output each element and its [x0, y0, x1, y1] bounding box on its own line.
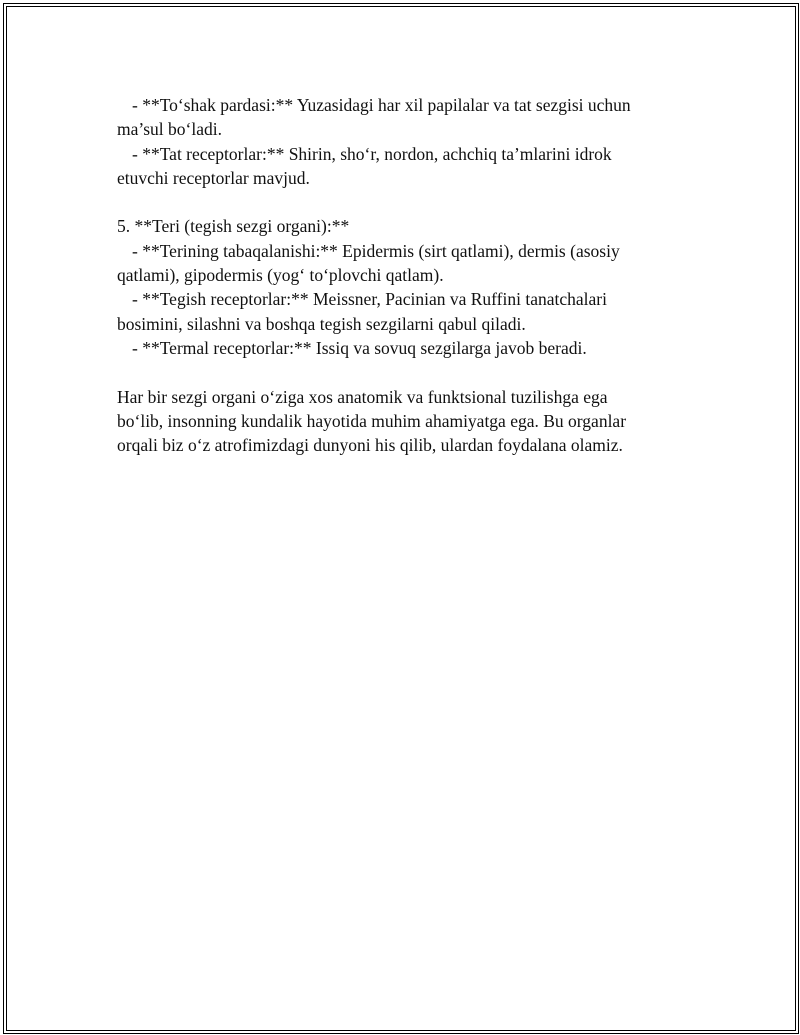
conclusion-line-3: orqali biz o‘z atrofimizdagi dunyoni his qilib, ulardan foydalana olamiz. [117, 435, 623, 456]
bullet-termal-receptorlar: - **Termal receptorlar:** Issiq va sovuq sezgilarga javob beradi. [132, 337, 587, 358]
bullet-tat-receptorlar: - **Tat receptorlar:** Shirin, sho‘r, nordon, achchiq ta’mlarini idrok [132, 143, 612, 164]
bullet-terining-tabaqalanishi: - **Terining tabaqalanishi:** Epidermis (sirt qatlami), dermis (asosiy [132, 240, 620, 261]
conclusion-line-1: Har bir sezgi organi o‘ziga xos anatomik va funktsional tuzilishga ega [117, 386, 608, 407]
section-heading-teri: 5. **Teri (tegish sezgi organi):** [117, 216, 350, 237]
paragraph-gap [117, 190, 677, 214]
bullet-tegish-receptorlar-cont: bosimini, silashni va boshqa tegish sezgilarni qabul qiladi. [117, 313, 526, 334]
bullet-tat-receptorlar-cont: etuvchi receptorlar mavjud. [117, 167, 310, 188]
document-body [117, 93, 677, 457]
conclusion-line-2: bo‘lib, insonning kundalik hayotida muhim ahamiyatga ega. Bu organlar [117, 410, 627, 431]
bullet-terining-tabaqalanishi-cont: qatlami), gipodermis (yog‘ to‘plovchi qatlam). [117, 265, 444, 286]
paragraph-gap [117, 360, 677, 384]
bullet-tegish-receptorlar: - **Tegish receptorlar:** Meissner, Pacinian va Ruffini tanatchalari [132, 289, 607, 310]
bullet-toshak-pardasi: - **To‘shak pardasi:** Yuzasidagi har xil papilalar va tat sezgisi uchun [132, 95, 631, 115]
bullet-toshak-pardasi-cont: ma’sul bo‘ladi. [117, 119, 222, 140]
